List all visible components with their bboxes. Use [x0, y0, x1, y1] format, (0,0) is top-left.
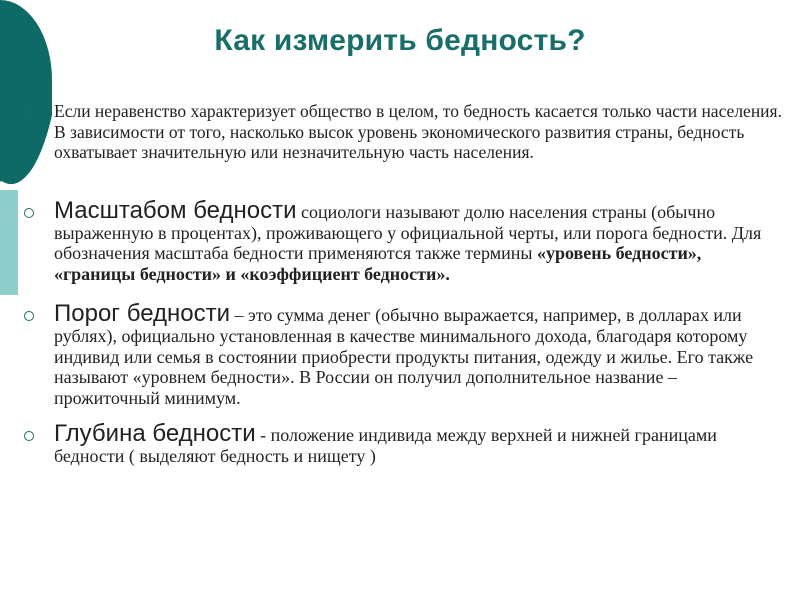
bullet-poverty-scale: [22, 196, 782, 285]
bullet-circle-icon: [24, 311, 34, 321]
bullet-text: - положение индивида между верхней и нижней границами бедности ( выделяют бедность и нищету ): [54, 425, 717, 466]
bullet-poverty-depth: [22, 422, 782, 467]
light-teal-strip: [0, 190, 18, 295]
bullet-poverty-threshold: [22, 302, 782, 408]
term-heading: Масштабом бедности: [54, 196, 297, 224]
bullet-list: [22, 101, 782, 467]
bullet-bold-text: «уровень бедности», «границы бедности» и «коэффициент бедности».: [54, 243, 702, 284]
bullet-text: – это сумма денег (обычно выражается, например, в долларах или рублях), официально установленная в качестве минимального дохода, благодаря которому индивид или семья в состоянии приобрести продукты питания, одежду и жилье. Его также называют «уровнем бедности». В России он получил дополнительное название – прожиточный минимум.: [54, 305, 754, 408]
bullet-circle-icon: [24, 208, 34, 218]
bullet-circle-icon: [24, 107, 33, 116]
term-heading: Глубина бедности: [54, 420, 256, 447]
bullet-text: Если неравенство характеризует общество в целом, то бедность касается только части населения. В зависимости от того, насколько высок уровень экономического развития страны, бедность охватывает значительную или незначительную часть населения.: [54, 101, 782, 162]
slide-title: Как измерить бедность?: [214, 24, 586, 57]
bullet-inequality: [22, 101, 782, 163]
bullet-circle-icon: [24, 431, 34, 441]
term-heading: Порог бедности: [54, 300, 231, 327]
bullet-text: социологи называют долю населения страны (обычно выраженную в процентах), проживающего у официальной черты, или порога бедности. Для обозначения масштаба бедности применяются также термины: [54, 201, 762, 263]
